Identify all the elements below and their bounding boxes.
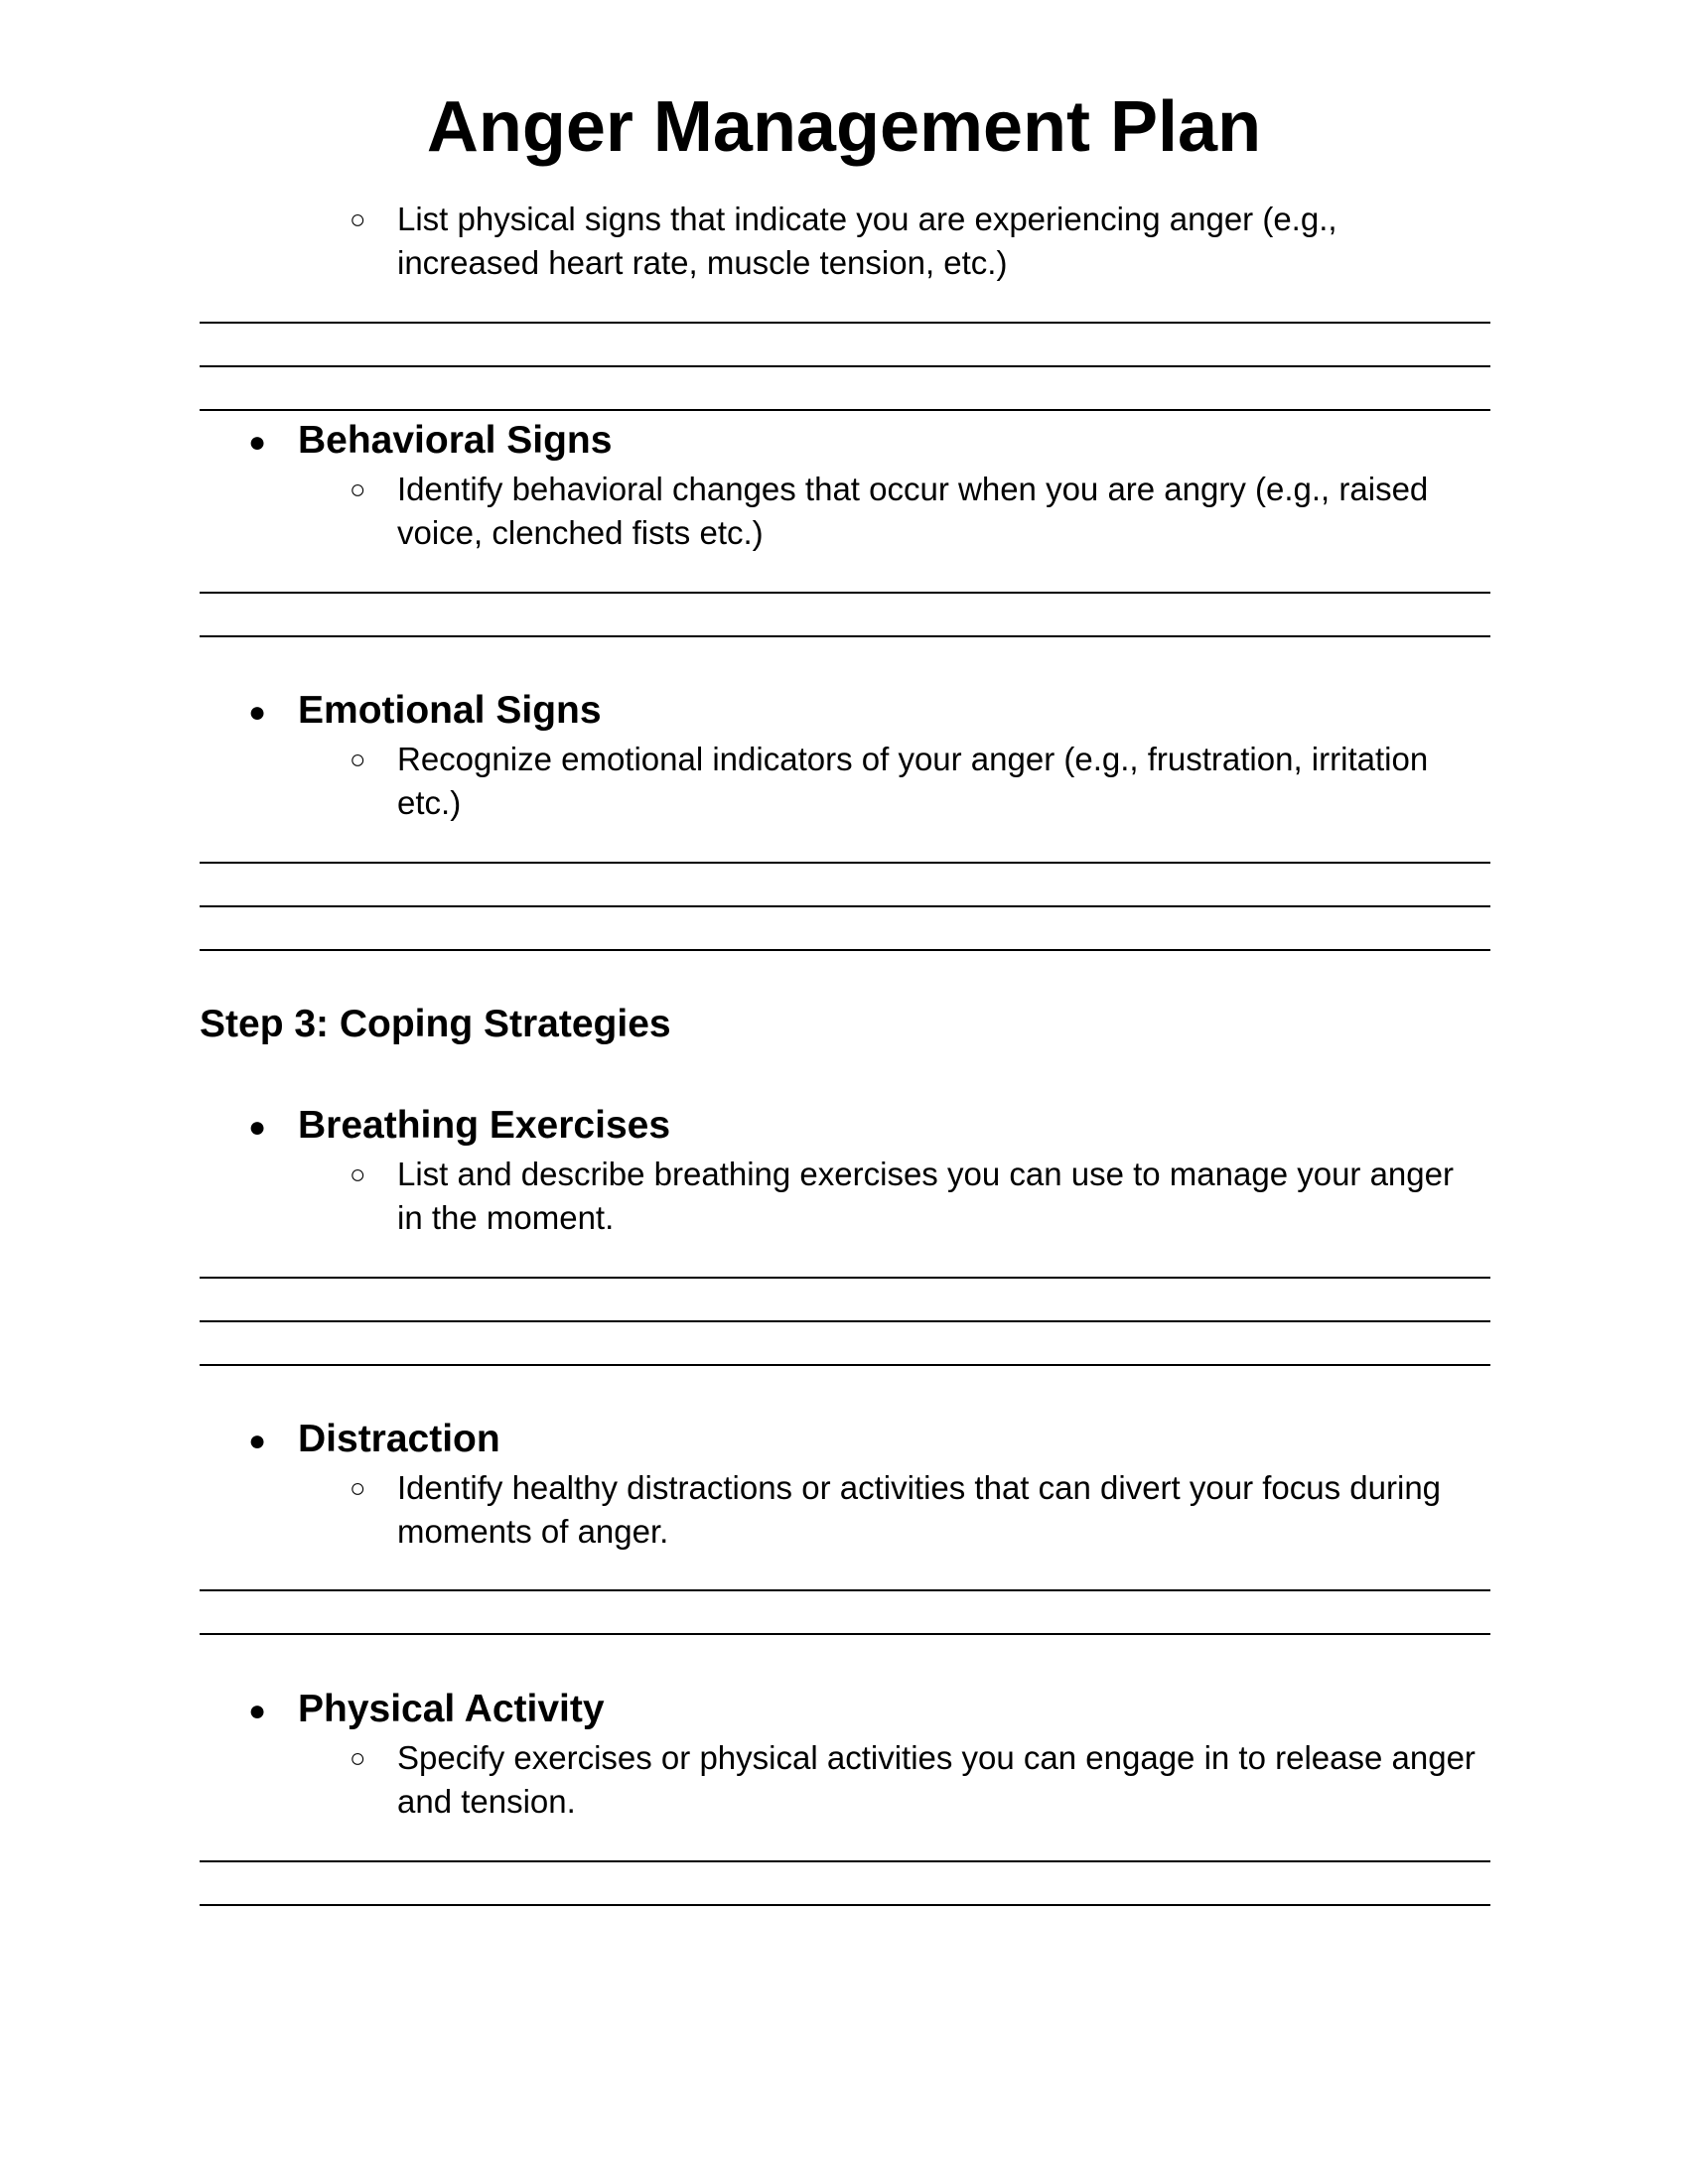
behavioral-signs-instruction	[397, 468, 1509, 555]
instruction-line: voice, clenched fists etc.)	[397, 514, 764, 551]
answer-line[interactable]	[200, 905, 1490, 907]
breathing-exercises-heading: Breathing Exercises	[298, 1104, 671, 1147]
sub-bullet-icon: ○	[350, 475, 366, 504]
answer-line[interactable]	[200, 1904, 1490, 1906]
bullet-icon: ●	[248, 1111, 267, 1144]
answer-line[interactable]	[200, 1277, 1490, 1279]
bullet-icon: ●	[248, 1695, 267, 1727]
instruction-line: and tension.	[397, 1783, 576, 1820]
answer-line[interactable]	[200, 1364, 1490, 1366]
step-3-heading: Step 3: Coping Strategies	[200, 1003, 671, 1045]
instruction-line: increased heart rate, muscle tension, etc.)	[397, 244, 1008, 281]
instruction-line: Identify behavioral changes that occur when you are angry (e.g., raised	[397, 471, 1429, 507]
physical-signs-instruction	[397, 198, 1509, 285]
sub-bullet-icon: ○	[350, 1473, 366, 1503]
bullet-icon: ●	[248, 1425, 267, 1457]
answer-line[interactable]	[200, 635, 1490, 637]
distraction-heading: Distraction	[298, 1418, 500, 1460]
physical-activity-heading: Physical Activity	[298, 1688, 605, 1730]
instruction-line: in the moment.	[397, 1199, 615, 1236]
answer-line[interactable]	[200, 1589, 1490, 1591]
answer-line[interactable]	[200, 949, 1490, 951]
instruction-line: List and describe breathing exercises you can use to manage your anger	[397, 1156, 1454, 1192]
distraction-instruction	[397, 1466, 1509, 1554]
sub-bullet-icon: ○	[350, 745, 366, 774]
page-title: Anger Management Plan	[426, 87, 1262, 167]
answer-line[interactable]	[200, 1860, 1490, 1862]
answer-line[interactable]	[200, 322, 1490, 324]
instruction-line: Identify healthy distractions or activities that can divert your focus during	[397, 1469, 1442, 1506]
answer-line[interactable]	[200, 365, 1490, 367]
answer-line[interactable]	[200, 592, 1490, 594]
breathing-exercises-instruction	[397, 1153, 1509, 1240]
instruction-line: etc.)	[397, 784, 462, 821]
physical-activity-instruction	[397, 1736, 1509, 1824]
behavioral-signs-heading: Behavioral Signs	[298, 419, 613, 462]
sub-bullet-icon: ○	[350, 1743, 366, 1773]
instruction-line: moments of anger.	[397, 1513, 669, 1550]
answer-line[interactable]	[200, 1320, 1490, 1322]
instruction-line: Recognize emotional indicators of your anger (e.g., frustration, irritation	[397, 741, 1429, 777]
answer-line[interactable]	[200, 409, 1490, 411]
instruction-line: Specify exercises or physical activities you can engage in to release anger	[397, 1739, 1476, 1776]
bullet-icon: ●	[248, 696, 267, 729]
emotional-signs-heading: Emotional Signs	[298, 689, 602, 732]
bullet-icon: ●	[248, 426, 267, 459]
instruction-line: List physical signs that indicate you are experiencing anger (e.g.,	[397, 201, 1337, 237]
sub-bullet-icon: ○	[350, 1160, 366, 1189]
emotional-signs-instruction	[397, 738, 1509, 825]
sub-bullet-icon: ○	[350, 205, 366, 234]
answer-line[interactable]	[200, 1633, 1490, 1635]
answer-line[interactable]	[200, 862, 1490, 864]
